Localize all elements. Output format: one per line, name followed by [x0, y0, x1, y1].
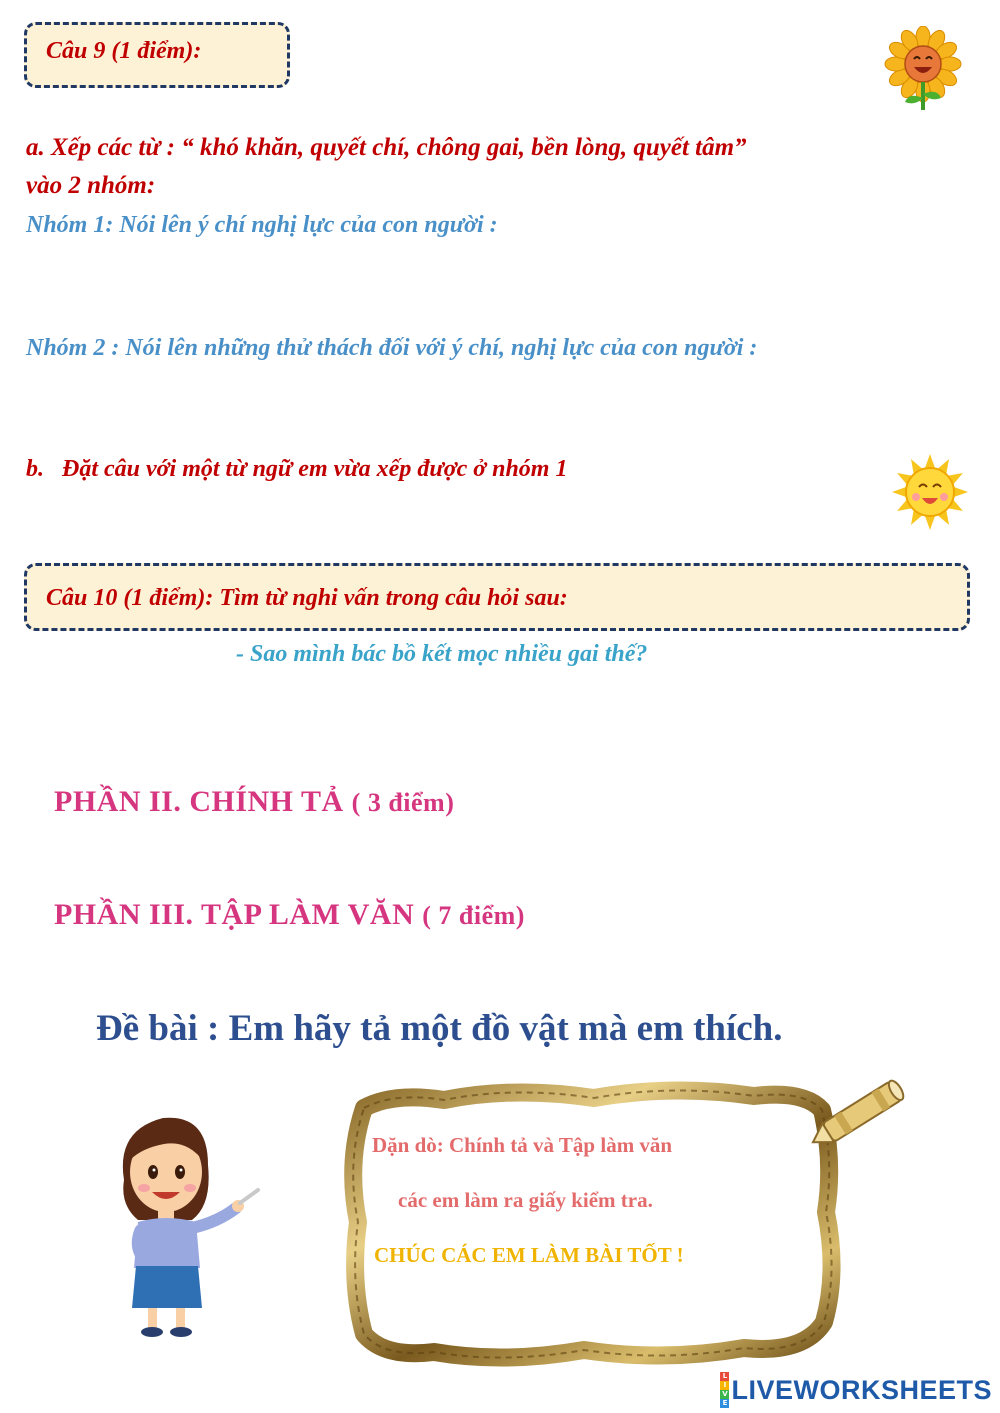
q9-part-a-line2: vào 2 nhóm: [26, 172, 156, 199]
q9-part-b-text: Đặt câu với một từ ngữ em vừa xếp được ở nhóm 1 [62, 456, 568, 482]
q9-part-a-line1: a. Xếp các từ : “ khó khăn, quyết chí, chông gai, bền lòng, quyết tâm” [26, 134, 747, 161]
gold-frame [334, 1072, 854, 1372]
smiling-sun-icon [890, 452, 970, 532]
essay-prompt: Đề bài : Em hãy tả một đồ vật mà em thích. [96, 1008, 783, 1049]
q9-group2-label: Nhóm 2 : Nói lên những thử thách đối với ý chí, nghị lực của con người : [26, 335, 758, 361]
q9-part-b-label: b. [26, 456, 44, 482]
liveworksheets-brand [720, 1371, 992, 1409]
logo-letter-l: L [720, 1372, 729, 1381]
note-line1: Dặn dò: Chính tả và Tập làm văn [372, 1133, 673, 1157]
part3-title: PHẦN III. TẬP LÀM VĂN [54, 898, 415, 931]
part3-points: ( 7 điểm) [422, 901, 525, 930]
part2-title: PHẦN II. CHÍNH TẢ [54, 785, 344, 818]
logo-letter-i: I [720, 1381, 729, 1390]
crayon-icon [800, 1066, 926, 1156]
logo-letter-e: E [720, 1399, 729, 1408]
part2-heading [54, 785, 454, 819]
q9-group1-label: Nhóm 1: Nói lên ý chí nghị lực của con người : [26, 212, 498, 238]
liveworksheets-text: LIVEWORKSHEETS [731, 1374, 992, 1405]
q9-part-b [26, 456, 567, 483]
note-line2: các em làm ra giấy kiểm tra. [398, 1188, 653, 1212]
liveworksheets-logo-icon [720, 1372, 729, 1408]
part3-heading [54, 898, 525, 932]
logo-letter-v: V [722, 1390, 728, 1398]
note-line3: CHÚC CÁC EM LÀM BÀI TỐT ! [374, 1243, 684, 1267]
part2-points: ( 3 điểm) [351, 788, 455, 817]
q9-header-text: Câu 9 (1 điểm): [46, 38, 202, 64]
teacher-illustration [108, 1110, 268, 1340]
q10-question: - Sao mình bác bồ kết mọc nhiều gai thế? [236, 641, 648, 667]
sunflower-icon [883, 26, 963, 112]
q10-header-text: Câu 10 (1 điểm): Tìm từ nghi vấn trong câu hỏi sau: [46, 585, 568, 611]
